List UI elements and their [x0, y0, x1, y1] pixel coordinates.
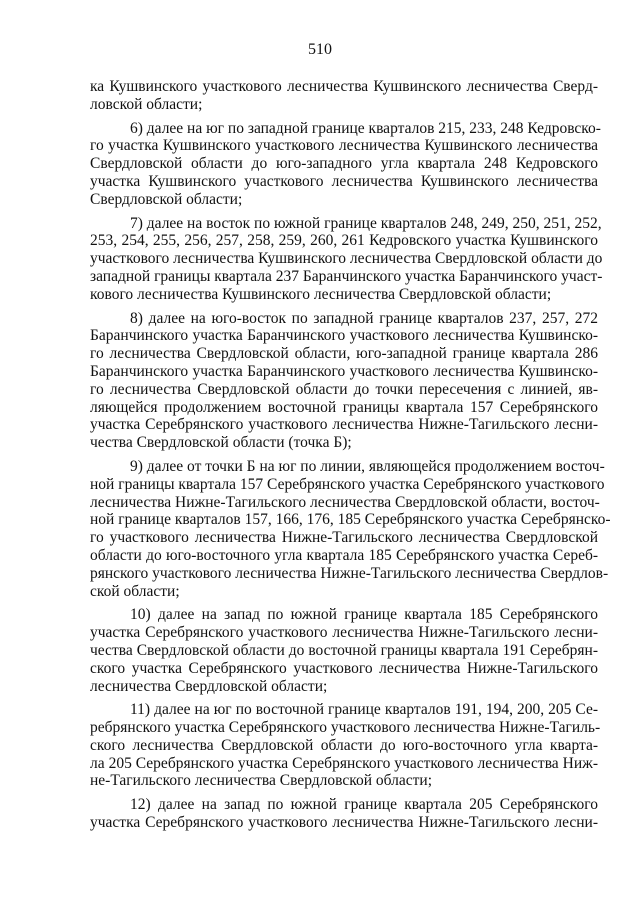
text-line: участка Серебрянского участкового лесничества Нижне-Тагильского лесни-: [90, 624, 598, 642]
text-line: лесничества Нижне-Тагильского лесничества Свердловской области, восточ-: [90, 493, 600, 511]
text-line: участка Кушвинского участкового лесничества Кушвинского лесничества: [90, 172, 598, 190]
text-line: чества Свердловской области до восточной границы квартала 191 Серебрян-: [90, 641, 598, 659]
text-line: ской области;: [90, 582, 180, 600]
text-line: участка Серебрянского участкового лесничества Нижне-Тагильского лесни-: [90, 814, 598, 832]
text-line: 6) далее на юг по западной границе кварталов 215, 233, 248 Кедровско-: [130, 119, 601, 137]
text-line: го лесничества Свердловской области до точки пересечения с линией, яв-: [90, 380, 598, 398]
text-line: го лесничества Свердловской области, юго-западной границе квартала 286: [90, 345, 598, 363]
text-line: участка Серебрянского участкового лесничества Нижне-Тагильского лесни-: [90, 416, 598, 434]
text-line: кового лесничества Кушвинского лесничества Свердловской области;: [90, 285, 552, 303]
text-line: рянского участкового лесничества Нижне-Тагильского лесничества Свердлов-: [90, 564, 609, 582]
paragraph: [90, 701, 601, 790]
text-line: участкового лесничества Кушвинского лесничества Свердловской области до: [90, 250, 603, 268]
text-line: Баранчинского участка Баранчинского участкового лесничества Кушвинско-: [90, 327, 598, 345]
text-line: ка Кушвинского участкового лесничества Кушвинского лесничества Сверд-: [90, 78, 598, 95]
text-line: 253, 254, 255, 256, 257, 258, 259, 260, 261 Кедровского участка Кушвинского: [90, 232, 598, 250]
text-line: го участка Кушвинского участкового лесничества Кушвинского лесничества: [90, 137, 598, 155]
text-line: ной границы квартала 157 Серебрянского участка Серебрянского участкового: [90, 475, 605, 493]
text-line: Свердловской области;: [90, 190, 243, 208]
text-line: западной границы квартала 237 Баранчинского участка Баранчинского участ-: [90, 267, 603, 285]
paragraph: [90, 606, 598, 695]
text-line: ной границе кварталов 157, 166, 176, 185 Серебрянского участка Серебрянско-: [90, 511, 611, 529]
text-line: лесничества Свердловской области;: [90, 677, 328, 695]
paragraph: [90, 796, 598, 832]
paragraph: [90, 214, 603, 304]
paragraph: [90, 457, 611, 600]
text-line: 7) далее на восток по южной границе кварталов 248, 249, 250, 251, 252,: [130, 214, 602, 232]
text-line: области до юго-восточного угла квартала 185 Серебрянского участка Сереб-: [90, 546, 598, 564]
text-line: ского лесничества Свердловской области до юго-восточного угла кварта-: [90, 736, 598, 754]
text-line: 9) далее от точки Б на юг по линии, являющейся продолжением восточ-: [130, 457, 605, 475]
text-line: ляющейся продолжением восточной границы квартала 157 Серебрянского: [90, 398, 598, 416]
text-line: 10) далее на запад по южной границе квартала 185 Серебрянского: [130, 606, 598, 624]
document-body: [90, 78, 611, 838]
paragraph: [90, 310, 598, 452]
text-line: Баранчинского участка Баранчинского участкового лесничества Кушвинско-: [90, 362, 598, 380]
text-line: ребрянского участка Серебрянского участкового лесничества Нижне-Тагиль-: [90, 719, 601, 737]
text-line: не-Тагильского лесничества Свердловской области;: [90, 772, 433, 790]
text-line: Свердловской области до юго-западного угла квартала 248 Кедровского: [90, 155, 598, 173]
text-line: ловской области;: [90, 95, 203, 113]
page-number: 510: [308, 41, 332, 58]
text-line: 8) далее на юго-восток по западной границе кварталов 237, 257, 272: [130, 309, 598, 327]
text-line: го участкового лесничества Нижне-Тагильского лесничества Свердловской: [90, 529, 598, 547]
text-line: чества Свердловской области (точка Б);: [90, 434, 352, 452]
text-line: ла 205 Серебрянского участка Серебрянского участкового лесничества Ниж-: [90, 754, 598, 772]
text-line: 12) далее на запад по южной границе квартала 205 Серебрянского: [130, 796, 598, 814]
paragraph: [90, 78, 598, 114]
text-line: ского участка Серебрянского участкового лесничества Нижне-Тагильского: [90, 659, 598, 677]
paragraph: [90, 119, 601, 209]
text-line: 11) далее на юг по восточной границе кварталов 191, 194, 200, 205 Се-: [130, 701, 598, 719]
